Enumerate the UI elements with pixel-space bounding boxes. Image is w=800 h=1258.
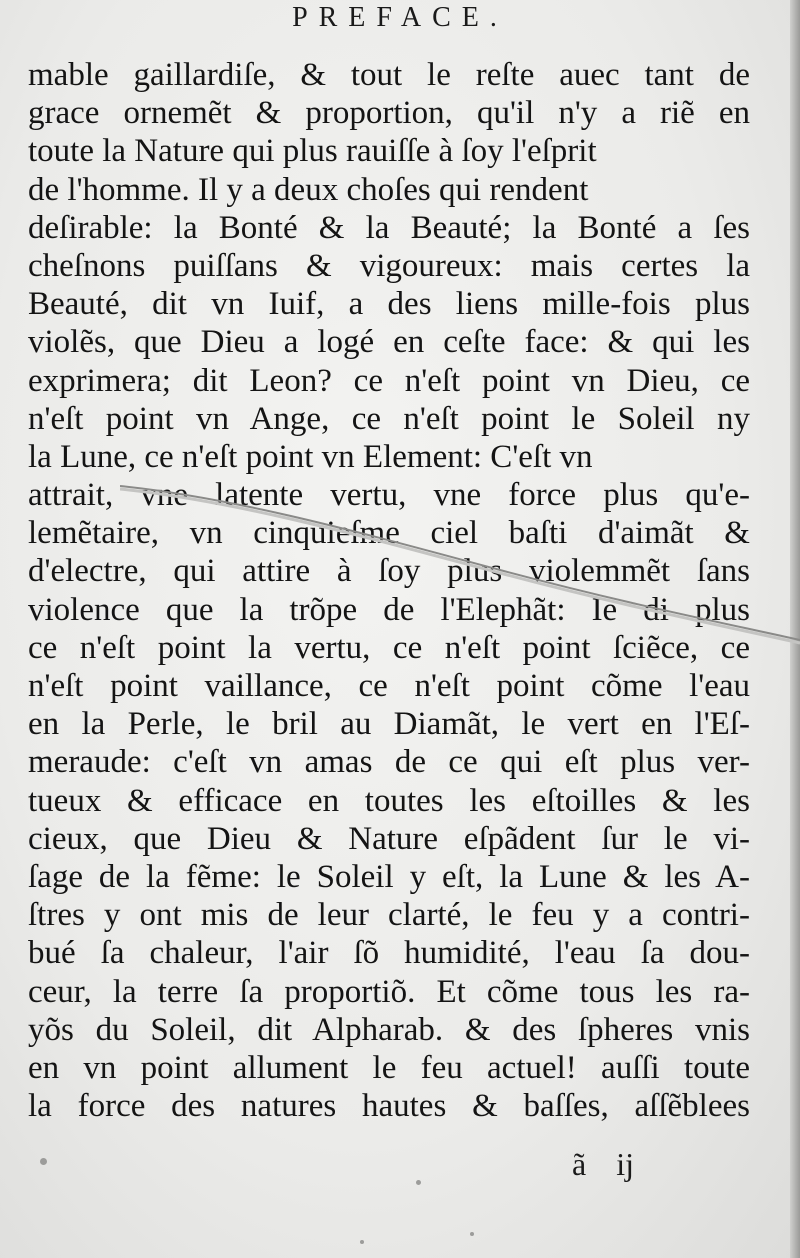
text-line: deſirable: la Bonté & la Beauté; la Bonté a ſes [28, 209, 750, 246]
text-line: ceur, la terre ſa proportiõ. Et cõme tous les ra- [28, 973, 751, 1010]
text-line: tueux & efficace en toutes les eſtoilles & les [28, 782, 750, 819]
text-line: violence que la trõpe de l'Elephãt: Ie di plus [28, 591, 750, 628]
running-head: PREFACE. [292, 2, 508, 33]
text-line: cieux, que Dieu & Nature eſpãdent ſur le vi- [28, 820, 751, 857]
text-line: la force des natures hautes & baſſes, aſſẽblees [28, 1088, 750, 1125]
text-line: attrait, vne latente vertu, vne force plus qu'e- [28, 477, 750, 514]
body-text [28, 56, 751, 1125]
text-line: de l'homme. Il y a deux choſes qui rendent [28, 171, 589, 208]
text-line: exprimera; dit Leon? ce n'eſt point vn Dieu, ce [28, 362, 751, 399]
text-line: en la Perle, le bril au Diamãt, le vert en l'Eſ- [28, 706, 750, 743]
page-edge [790, 0, 800, 1258]
text-line: ce n'eſt point la vertu, ce n'eſt point ſciẽce, ce [28, 629, 750, 666]
text-line: yõs du Soleil, dit Alpharab. & des ſpheres vnis [28, 1011, 751, 1048]
text-line: ſtres y ont mis de leur clarté, le feu y a contri- [28, 897, 750, 934]
text-line: d'electre, qui attire à ſoy plus violemmẽt ſans [28, 553, 751, 590]
text-line: n'eſt point vaillance, ce n'eſt point cõme l'eau [28, 668, 751, 704]
text-line: Beauté, dit vn Iuif, a des liens mille-fois plus [28, 286, 750, 323]
text-line: cheſnons puiſſans & vigoureux: mais certes la [28, 247, 751, 284]
ink-speck [360, 1240, 364, 1244]
text-line: ſage de la fẽme: le Soleil y eſt, la Lune & les A- [28, 858, 750, 895]
ink-speck [470, 1232, 474, 1236]
text-line: toute la Nature qui plus rauiſſe à ſoy l'eſprit [28, 133, 597, 170]
text-line: n'eſt point vn Ange, ce n'eſt point le Soleil ny [28, 400, 750, 437]
ink-speck [416, 1180, 421, 1185]
text-line: lemẽtaire, vn cinquieſme ciel baſti d'aimãt & [28, 515, 750, 552]
ink-speck [40, 1158, 47, 1165]
text-line: meraude: c'eſt vn amas de ce qui eſt plus ver- [28, 744, 750, 781]
text-line: bué ſa chaleur, l'air ſõ humidité, l'eau ſa dou- [28, 935, 751, 972]
signature-catchword: ã ij [572, 1146, 634, 1182]
text-line: mable gaillardiſe, & tout le reſte auec tant de [28, 57, 750, 93]
text-line: violẽs, que Dieu a logé en ceſte face: & qui les [28, 324, 750, 361]
text-line: grace ornemẽt & proportion, qu'il n'y a riẽ en [28, 95, 751, 132]
text-line: en vn point allument le feu actuel! auſſi toute [28, 1049, 750, 1086]
text-line: la Lune, ce n'eſt point vn Element: C'eſt vn [28, 438, 593, 475]
